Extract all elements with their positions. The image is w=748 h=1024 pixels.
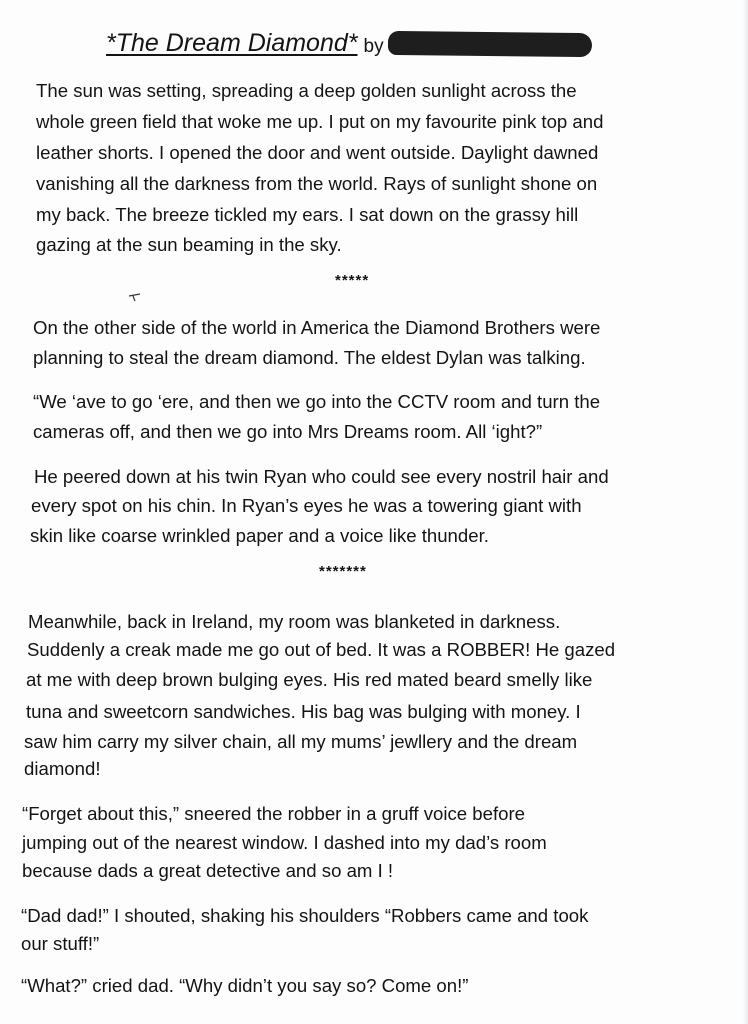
text-line: He peered down at his twin Ryan who could see every nostril hair and — [34, 466, 609, 487]
text-line: diamond! — [24, 758, 101, 779]
text-line: Meanwhile, back in Ireland, my room was blanketed in darkness. — [28, 611, 561, 632]
text-line: On the other side of the world in America the Diamond Brothers were — [33, 317, 601, 338]
text-line: “What?” cried dad. “Why didn’t you say so? Come on!” — [21, 975, 469, 996]
text-line: skin like coarse wrinkled paper and a voice like thunder. — [30, 525, 489, 546]
text-line: tuna and sweetcorn sandwiches. His bag was bulging with money. I — [26, 701, 581, 722]
text-line: saw him carry my silver chain, all my mums’ jewllery and the dream — [24, 731, 578, 752]
text-line: The sun was setting, spreading a deep golden sunlight across the — [36, 80, 577, 101]
section-separator: ***** — [335, 272, 370, 289]
text-line: leather shorts. I opened the door and went outside. Daylight dawned — [36, 142, 599, 163]
section-separator: ******* — [319, 563, 367, 580]
text-line: “Forget about this,” sneered the robber in a gruff voice before — [22, 803, 526, 824]
title-row — [106, 18, 726, 58]
text-line: planning to steal the dream diamond. The eldest Dylan was talking. — [33, 347, 586, 368]
text-line: our stuff!” — [21, 933, 100, 954]
text-line: cameras off, and then we go into Mrs Dreams room. All ‘ight?” — [33, 421, 543, 442]
text-line: every spot on his chin. In Ryan’s eyes he was a towering giant with — [31, 495, 582, 516]
text-line: jumping out of the nearest window. I dashed into my dad’s room — [22, 832, 547, 853]
text-line: at me with deep brown bulging eyes. His red mated beard smelly like — [26, 669, 593, 690]
author-name-redaction — [387, 31, 591, 57]
byline-label: by — [363, 36, 384, 57]
story-title: *The Dream Diamond* — [106, 29, 358, 57]
text-line: gazing at the sun beaming in the sky. — [36, 234, 342, 255]
text-line: “We ‘ave to go ‘ere, and then we go into the CCTV room and turn the — [33, 391, 601, 412]
text-line: vanishing all the darkness from the world. Rays of sunlight shone on — [36, 173, 598, 194]
text-line: because dads a great detective and so am I ! — [22, 860, 394, 881]
pen-mark-icon — [128, 292, 142, 302]
page-edge-shadow — [742, 0, 748, 1024]
text-line: “Dad dad!” I shouted, shaking his shoulders “Robbers came and took — [21, 905, 589, 926]
text-line: whole green field that woke me up. I put on my favourite pink top and — [36, 111, 604, 132]
text-line: Suddenly a creak made me go out of bed. It was a ROBBER! He gazed — [27, 639, 616, 660]
text-line: my back. The breeze tickled my ears. I sat down on the grassy hill — [36, 204, 579, 225]
